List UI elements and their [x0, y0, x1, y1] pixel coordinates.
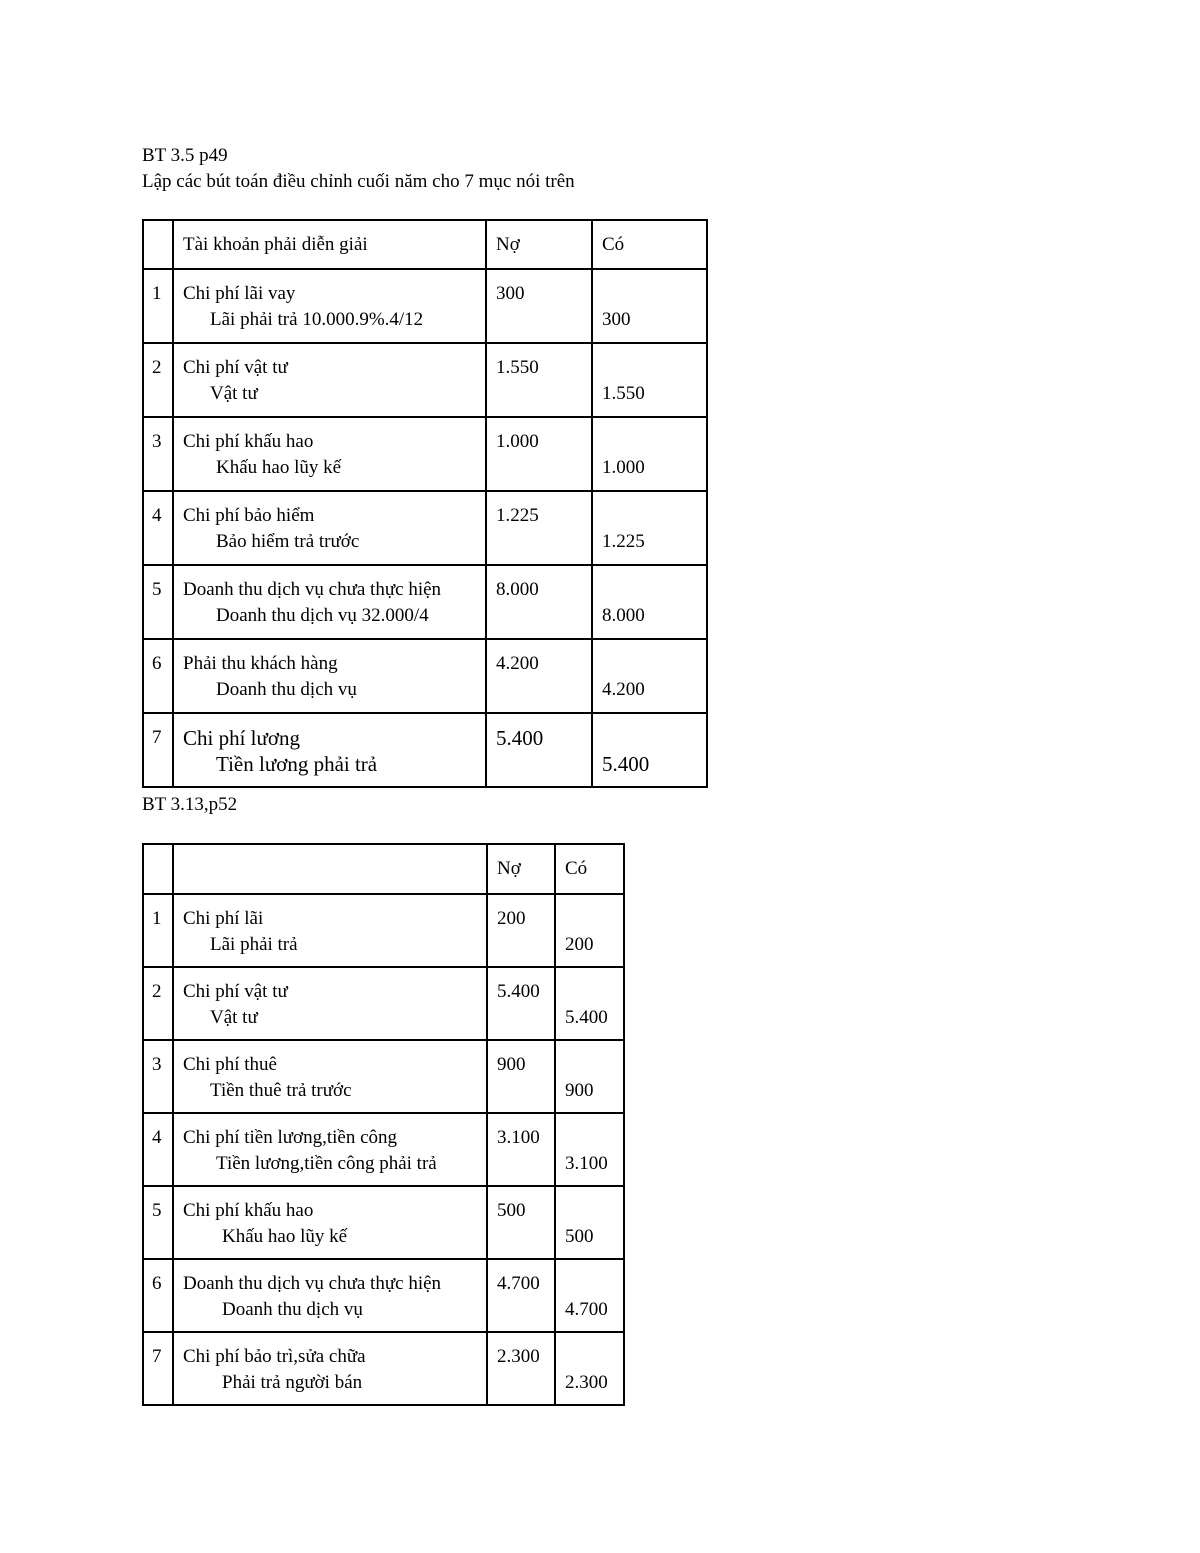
debit-amount: 4.200	[486, 639, 592, 713]
account-cell	[173, 1186, 487, 1259]
credit-amount: 1.000	[592, 417, 707, 491]
table-row	[143, 639, 707, 713]
row-index: 7	[143, 1332, 173, 1405]
debit-amount: 4.700	[487, 1259, 555, 1332]
table-row	[143, 491, 707, 565]
header-cell-debit: Nợ	[487, 844, 555, 894]
debit-amount: 5.400	[487, 967, 555, 1040]
table-header-row	[143, 220, 707, 269]
table-row	[143, 565, 707, 639]
row-index: 6	[143, 639, 173, 713]
account-cell	[173, 565, 486, 639]
table-row	[143, 269, 707, 343]
credit-account: Lãi phải trả 10.000.9%.4/12	[210, 309, 424, 330]
table-row	[143, 967, 624, 1040]
credit-amount: 1.550	[592, 343, 707, 417]
header-cell-debit: Nợ	[486, 220, 592, 269]
header-cell-index	[143, 220, 173, 269]
table-row	[143, 1113, 624, 1186]
debit-account: Chi phí lãi vay	[183, 283, 296, 304]
debit-account: Chi phí khấu hao	[183, 1200, 314, 1221]
debit-amount: 2.300	[487, 1332, 555, 1405]
credit-amount: 3.100	[555, 1113, 624, 1186]
credit-amount: 5.400	[592, 713, 707, 787]
row-index: 4	[143, 491, 173, 565]
table-row	[143, 713, 707, 787]
row-index: 7	[143, 713, 173, 787]
exercise-title: BT 3.5 p49	[142, 145, 228, 166]
section-title: BT 3.13,p52	[142, 794, 238, 815]
credit-account: Tiền lương phải trả	[216, 752, 378, 776]
header-cell-credit: Có	[555, 844, 624, 894]
debit-amount: 8.000	[486, 565, 592, 639]
row-index: 6	[143, 1259, 173, 1332]
debit-account: Chi phí bảo trì,sửa chữa	[183, 1346, 366, 1367]
credit-account: Vật tư	[210, 1007, 258, 1028]
account-cell	[173, 1332, 487, 1405]
account-cell	[173, 491, 486, 565]
row-index: 5	[143, 565, 173, 639]
account-cell	[173, 639, 486, 713]
debit-amount: 3.100	[487, 1113, 555, 1186]
credit-account: Doanh thu dịch vụ	[216, 679, 357, 700]
row-index: 1	[143, 894, 173, 967]
debit-amount: 900	[487, 1040, 555, 1113]
debit-account: Chi phí vật tư	[183, 357, 288, 378]
header-cell-account: Tài khoản phải diễn giải	[173, 220, 486, 269]
table-header-row	[143, 844, 624, 894]
credit-amount: 200	[555, 894, 624, 967]
journal-table-2	[142, 843, 625, 1406]
exercise-instruction: Lập các bút toán điều chỉnh cuối năm cho 7 mục nói trên	[142, 171, 575, 192]
debit-account: Chi phí lương	[183, 726, 300, 750]
account-cell	[173, 967, 487, 1040]
credit-account: Bảo hiểm trả trước	[216, 531, 360, 552]
credit-amount: 4.700	[555, 1259, 624, 1332]
table-row	[143, 343, 707, 417]
header-cell-credit: Có	[592, 220, 707, 269]
journal-table-1	[142, 219, 708, 788]
credit-amount: 1.225	[592, 491, 707, 565]
debit-amount: 500	[487, 1186, 555, 1259]
row-index: 2	[143, 967, 173, 1040]
credit-amount: 900	[555, 1040, 624, 1113]
table-row	[143, 1332, 624, 1405]
debit-account: Phải thu khách hàng	[183, 653, 338, 674]
credit-account: Khấu hao lũy kế	[222, 1226, 348, 1247]
account-cell	[173, 269, 486, 343]
credit-account: Doanh thu dịch vụ	[222, 1299, 363, 1320]
debit-amount: 5.400	[486, 713, 592, 787]
account-cell	[173, 1040, 487, 1113]
credit-amount: 500	[555, 1186, 624, 1259]
credit-account: Phải trả người bán	[222, 1372, 363, 1393]
header-cell-account	[173, 844, 487, 894]
account-cell	[173, 417, 486, 491]
credit-account: Doanh thu dịch vụ 32.000/4	[216, 605, 429, 626]
account-cell	[173, 1259, 487, 1332]
credit-account: Tiền lương,tiền công phải trả	[216, 1153, 437, 1174]
credit-account: Vật tư	[210, 383, 258, 404]
debit-amount: 1.000	[486, 417, 592, 491]
account-cell	[173, 713, 486, 787]
row-index: 4	[143, 1113, 173, 1186]
debit-account: Doanh thu dịch vụ chưa thực hiện	[183, 1273, 442, 1294]
table-row	[143, 894, 624, 967]
account-cell	[173, 894, 487, 967]
row-index: 5	[143, 1186, 173, 1259]
debit-amount: 1.550	[486, 343, 592, 417]
table-row	[143, 1040, 624, 1113]
debit-amount: 1.225	[486, 491, 592, 565]
document-page	[142, 143, 708, 1406]
credit-amount: 2.300	[555, 1332, 624, 1405]
debit-account: Doanh thu dịch vụ chưa thực hiện	[183, 579, 442, 600]
row-index: 3	[143, 1040, 173, 1113]
debit-amount: 200	[487, 894, 555, 967]
header-cell-index	[143, 844, 173, 894]
debit-account: Chi phí lãi	[183, 908, 264, 929]
table-row	[143, 1186, 624, 1259]
credit-amount: 4.200	[592, 639, 707, 713]
credit-account: Khấu hao lũy kế	[216, 457, 342, 478]
debit-account: Chi phí bảo hiểm	[183, 505, 315, 526]
table-row	[143, 1259, 624, 1332]
table-row	[143, 417, 707, 491]
debit-account: Chi phí thuê	[183, 1054, 277, 1075]
credit-amount: 8.000	[592, 565, 707, 639]
debit-account: Chi phí khấu hao	[183, 431, 314, 452]
debit-account: Chi phí vật tư	[183, 981, 288, 1002]
credit-amount: 5.400	[555, 967, 624, 1040]
credit-account: Lãi phải trả	[210, 934, 298, 955]
row-index: 2	[143, 343, 173, 417]
account-cell	[173, 1113, 487, 1186]
credit-amount: 300	[592, 269, 707, 343]
row-index: 3	[143, 417, 173, 491]
debit-account: Chi phí tiền lương,tiền công	[183, 1127, 398, 1148]
credit-account: Tiền thuê trả trước	[210, 1080, 352, 1101]
account-cell	[173, 343, 486, 417]
debit-amount: 300	[486, 269, 592, 343]
row-index: 1	[143, 269, 173, 343]
